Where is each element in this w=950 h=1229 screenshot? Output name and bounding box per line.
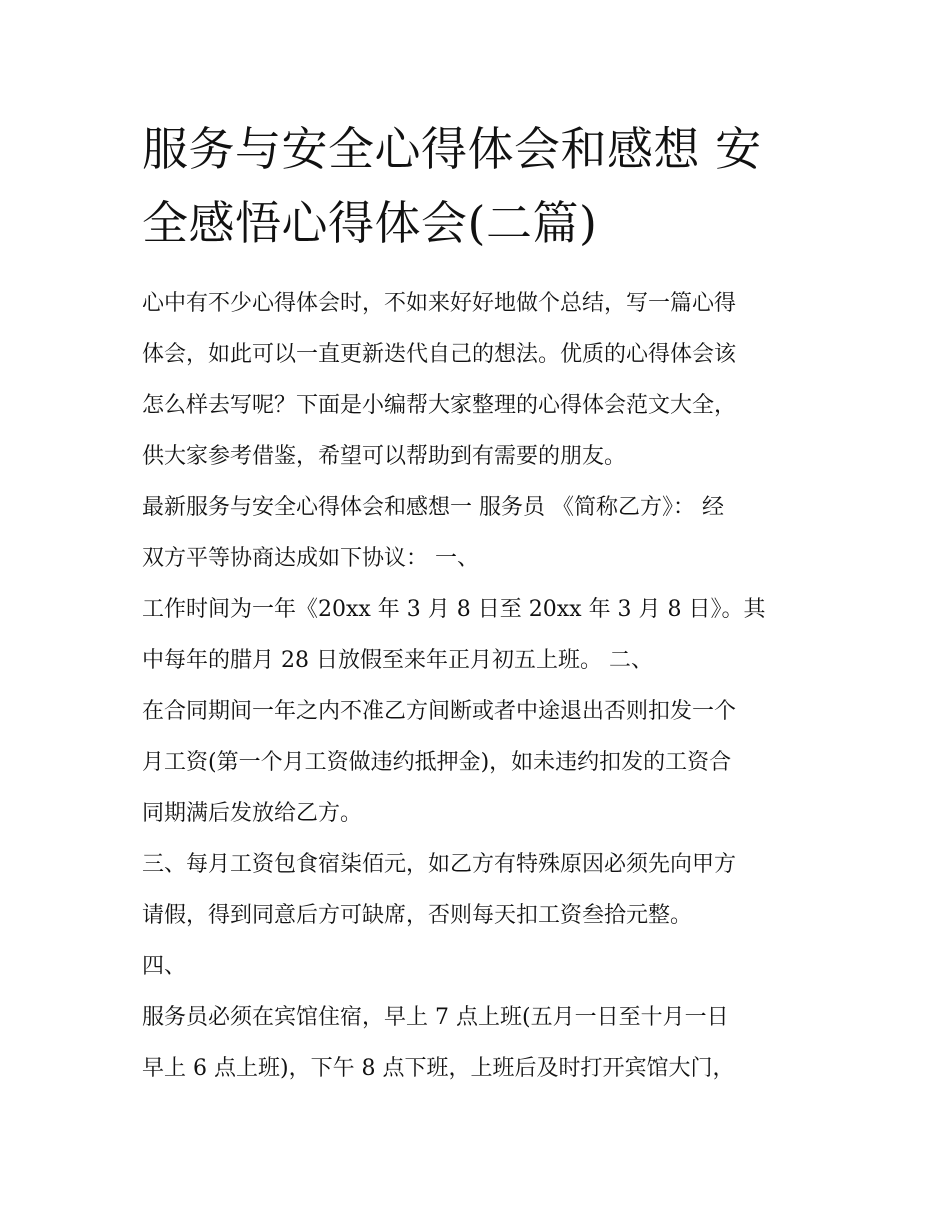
document-title: [142, 112, 812, 260]
title-line-1: 服务与安全心得体会和感想 安: [142, 122, 762, 176]
body-line: 供大家参考借鉴，希望可以帮助到有需要的朋友。: [142, 444, 627, 469]
body-line: 服务员必须在宾馆住宿，早上 7 点上班(五月一日至十月一日: [142, 1005, 729, 1030]
body-line: 请假，得到同意后方可缺席，否则每天扣工资叁拾元整。: [142, 903, 693, 928]
body-line: 工作时间为一年《20xx 年 3 月 8 日至 20xx 年 3 月 8 日》。其: [142, 597, 766, 622]
title-line-2: 全感悟心得体会(二篇): [142, 196, 598, 250]
body-line: 月工资(第一个月工资做违约抵押金)，如未违约扣发的工资合: [142, 750, 732, 775]
body-line: 早上 6 点上班)，下午 8 点下班，上班后及时打开宾馆大门，: [142, 1056, 735, 1081]
body-line: 体会，如此可以一直更新迭代自己的想法。优质的心得体会该: [142, 342, 737, 367]
body-line: 双方平等协商达成如下协议： 一、: [142, 546, 479, 571]
body-line: 怎么样去写呢？下面是小编帮大家整理的心得体会范文大全，: [142, 393, 737, 418]
body-line: 最新服务与安全心得体会和感想一 服务员 《简称乙方》： 经: [142, 495, 724, 520]
document-body: [142, 278, 812, 1094]
body-line: 三、每月工资包食宿柒佰元，如乙方有特殊原因必须先向甲方: [142, 852, 737, 877]
body-line: 中每年的腊月 28 日放假至来年正月初五上班。 二、: [142, 648, 653, 673]
body-line: 心中有不少心得体会时，不如来好好地做个总结，写一篇心得: [142, 291, 737, 316]
body-line: 在合同期间一年之内不准乙方间断或者中途退出否则扣发一个: [142, 699, 737, 724]
body-line: 同期满后发放给乙方。: [142, 801, 363, 826]
body-line: 四、: [142, 954, 187, 979]
